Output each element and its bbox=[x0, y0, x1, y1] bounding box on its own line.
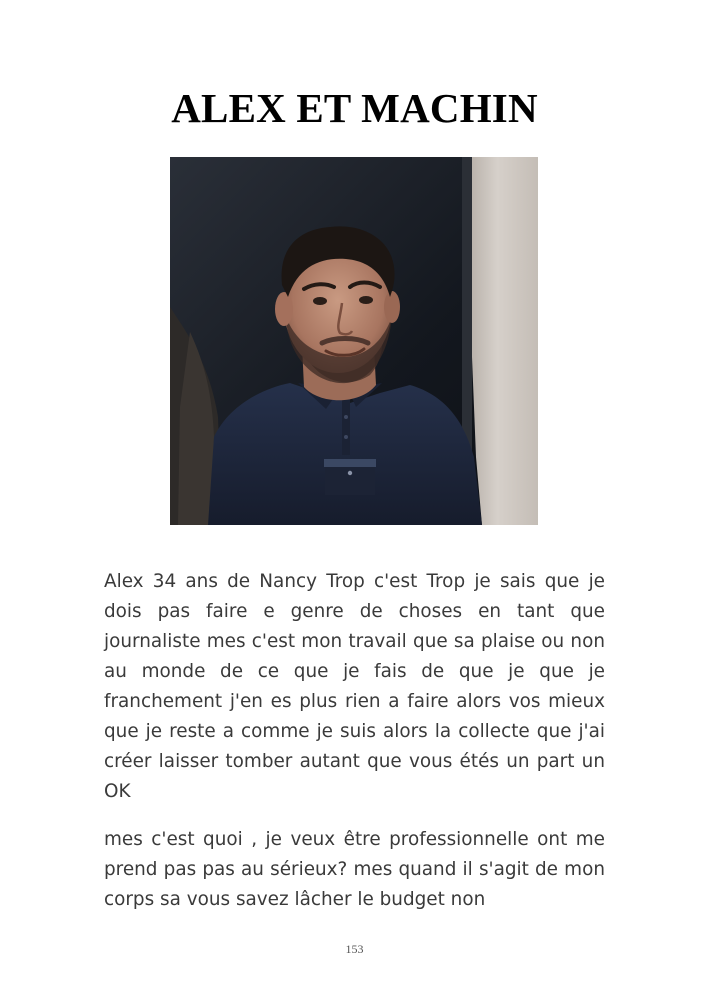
page-title: ALEX ET MACHIN bbox=[171, 85, 538, 131]
portrait-photo bbox=[170, 157, 538, 525]
page-number: 153 bbox=[345, 942, 364, 956]
body-paragraph-1: Alex 34 ans de Nancy Trop c'est Trop je sais que je dois pas faire e genre de choses en tant que journaliste mes c'est mon travail que sa plaise ou non au monde de ce que je fais de que je que je franchement j'en es plus rien a faire alors vos mieux que je reste a comme je suis alors la collecte que j'ai créer laisser tomber autant que vous étés un part un OK bbox=[104, 571, 605, 802]
body-paragraph-2: mes c'est quoi , je veux être professionnelle ont me prend pas pas au sérieux? mes quand il s'agit de mon corps sa vous savez lâcher le budget non bbox=[104, 829, 605, 910]
